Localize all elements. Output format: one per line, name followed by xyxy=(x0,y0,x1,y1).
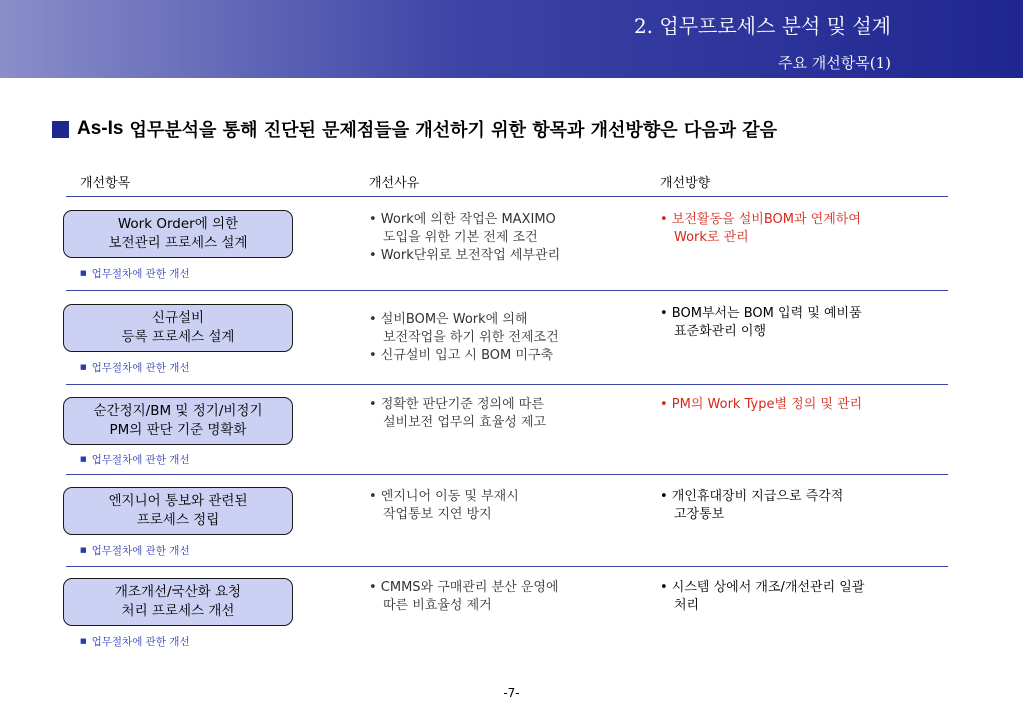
direction-line: • 시스템 상에서 개조/개선관리 일괄 xyxy=(660,580,865,595)
reason-list xyxy=(369,311,634,365)
reason-line: 작업통보 지연 방지 xyxy=(383,507,492,522)
item-line: 개조개선/국산화 요청 xyxy=(114,584,242,600)
reason-line: • 신규설비 입고 시 BOM 미구축 xyxy=(369,348,554,363)
headline-lead: As-Is xyxy=(77,118,124,139)
direction-line: • 개인휴대장비 지급으로 즉각적 xyxy=(660,489,844,504)
direction-line: 고장통보 xyxy=(674,507,725,522)
column-header-reason: 개선사유 xyxy=(369,176,420,191)
reason-line: 도입을 위한 기본 전제 조건 xyxy=(383,230,538,245)
direction-line: • 보전활동을 설비BOM과 연계하여 xyxy=(660,212,861,227)
row-divider xyxy=(66,566,948,567)
item-line: 등록 프로세스 설계 xyxy=(121,329,235,345)
reason-line: 보전작업을 하기 위한 전제조건 xyxy=(383,330,559,345)
square-bullet-icon xyxy=(52,121,69,138)
improvement-item-box xyxy=(63,578,293,626)
column-header-item: 개선항목 xyxy=(80,176,131,191)
item-note: ■ 업무절차에 관한 개선 xyxy=(80,266,190,281)
item-line: 엔지니어 통보와 관련된 xyxy=(108,493,248,509)
direction-line: 처리 xyxy=(674,598,700,613)
improvement-item-box xyxy=(63,304,293,352)
item-line: 신규설비 xyxy=(151,310,205,326)
direction-line: • PM의 Work Type별 정의 및 관리 xyxy=(660,397,863,412)
header-divider xyxy=(66,196,948,197)
headline xyxy=(52,116,777,142)
item-line: 순간정지/BM 및 정기/비정기 xyxy=(93,403,263,419)
item-note: ■ 업무절차에 관한 개선 xyxy=(80,543,190,558)
direction-line: 표준화관리 이행 xyxy=(674,324,767,339)
improvement-item-box xyxy=(63,210,293,258)
header-banner xyxy=(0,0,1023,78)
reason-list xyxy=(369,211,634,265)
improvement-item-box xyxy=(63,397,293,445)
item-note: ■ 업무절차에 관한 개선 xyxy=(80,452,190,467)
item-line: 처리 프로세스 개선 xyxy=(121,603,235,619)
reason-line: • 정확한 판단기준 정의에 따른 xyxy=(369,397,544,412)
reason-line: • Work단위로 보전작업 세부관리 xyxy=(369,248,561,263)
direction-list xyxy=(660,488,935,524)
row-divider xyxy=(66,474,948,475)
row-divider xyxy=(66,290,948,291)
column-header-direction: 개선방향 xyxy=(660,176,711,191)
direction-list xyxy=(660,579,935,615)
row-divider xyxy=(66,384,948,385)
item-line: 보전관리 프로세스 설계 xyxy=(108,235,248,251)
direction-line: • BOM부서는 BOM 입력 및 예비품 xyxy=(660,306,862,321)
section-title: 2. 업무프로세스 분석 및 설계 xyxy=(633,14,891,38)
reason-list xyxy=(369,488,634,524)
direction-line: Work로 관리 xyxy=(674,230,749,245)
reason-line: 따른 비효율성 제거 xyxy=(383,598,492,613)
reason-line: • 설비BOM은 Work에 의해 xyxy=(369,312,528,327)
reason-line: 설비보전 업무의 효율성 제고 xyxy=(383,415,547,430)
reason-list xyxy=(369,396,634,432)
improvement-item-box xyxy=(63,487,293,535)
item-line: Work Order에 의한 xyxy=(117,216,239,232)
direction-list xyxy=(660,211,935,247)
direction-list xyxy=(660,396,935,414)
headline-text: 업무분석을 통해 진단된 문제점들을 개선하기 위한 항목과 개선방향은 다음과 같음 xyxy=(129,120,778,141)
direction-list xyxy=(660,305,935,341)
reason-line: • Work에 의한 작업은 MAXIMO xyxy=(369,212,556,227)
item-line: PM의 판단 기준 명확화 xyxy=(109,422,247,438)
reason-line: • 엔지니어 이동 및 부재시 xyxy=(369,489,519,504)
item-line: 프로세스 정립 xyxy=(136,512,220,528)
reason-line: • CMMS와 구매관리 분산 운영에 xyxy=(369,580,559,595)
section-subtitle: 주요 개선항목(1) xyxy=(778,54,891,72)
item-note: ■ 업무절차에 관한 개선 xyxy=(80,360,190,375)
reason-list xyxy=(369,579,634,615)
page-number: -7- xyxy=(503,686,520,700)
item-note: ■ 업무절차에 관한 개선 xyxy=(80,634,190,649)
